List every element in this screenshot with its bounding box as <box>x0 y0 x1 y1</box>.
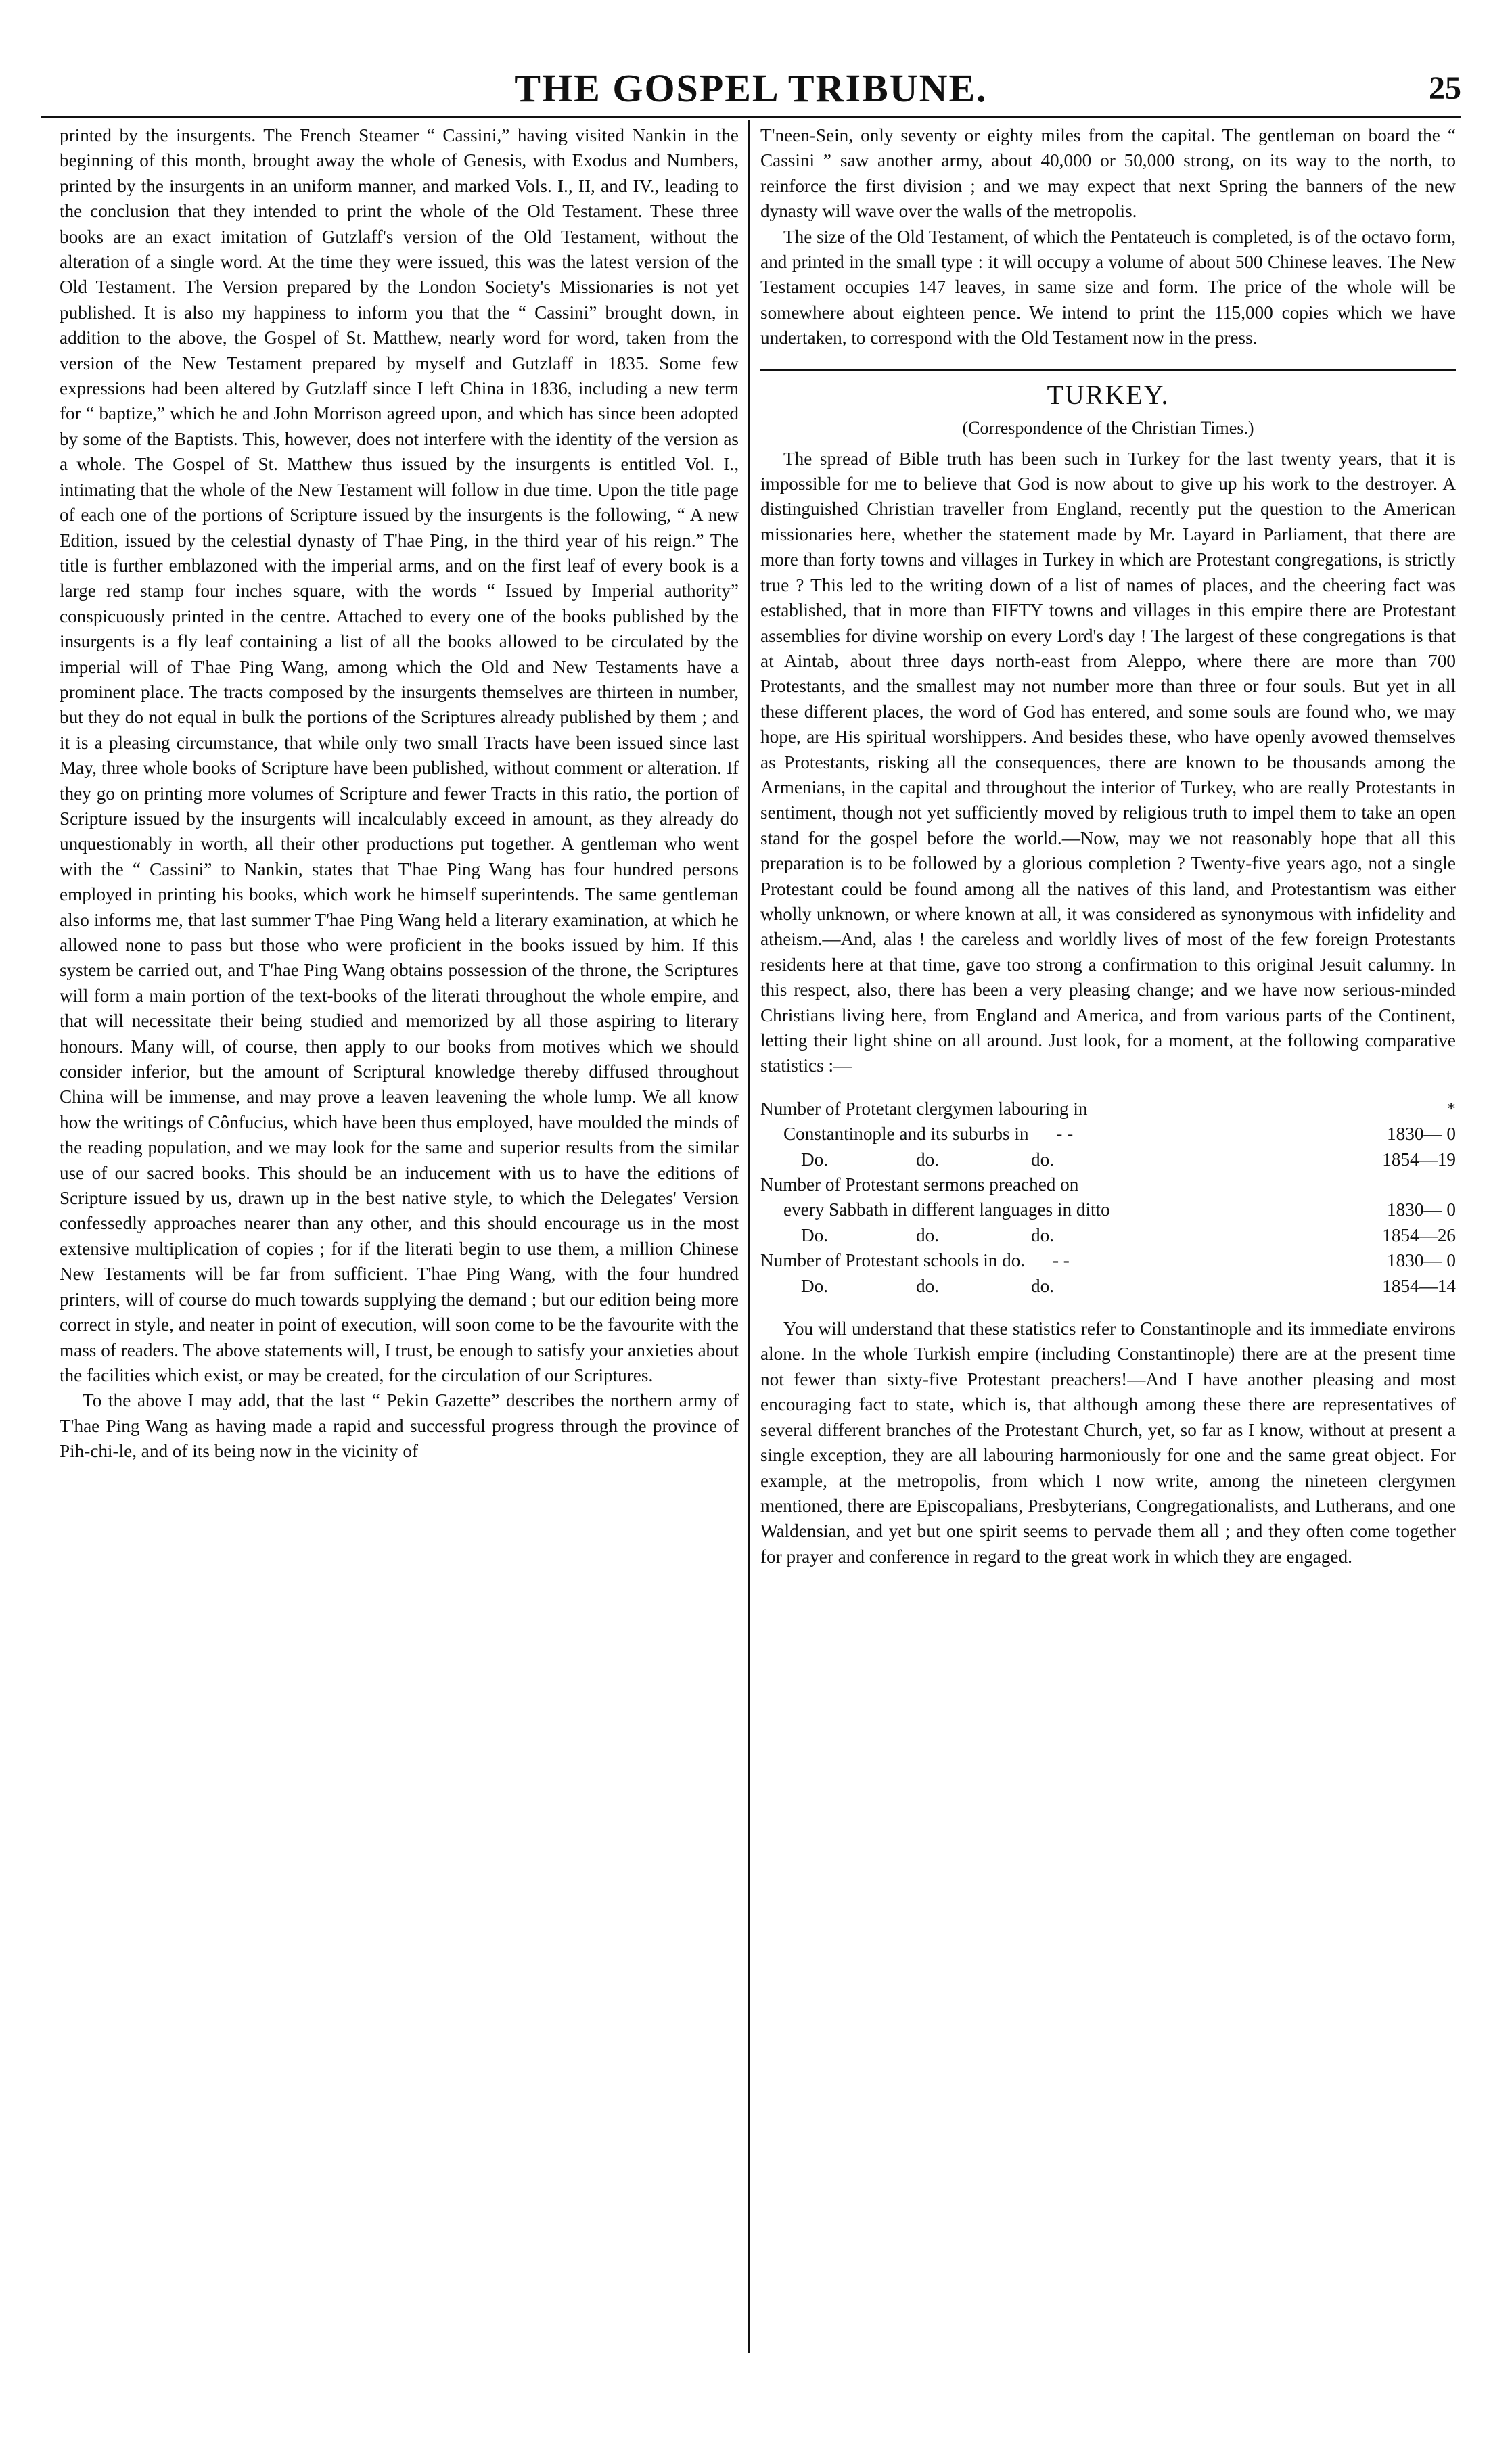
stats-label <box>760 1248 1348 1273</box>
article-paragraph: The size of the Old Testament, of which the Pentateuch is completed, is of the octavo form, and printed in the small type : it will occupy a volume of about 500 Chinese leaves. The New Testament occupies 147 leaves, in same size and form. The price of the whole will be somewhere about eighteen pence. We intend to print the 115,000 copies which we have undertaken, to correspond with the Old Testament now in the press. <box>760 226 1456 348</box>
stats-row <box>760 1223 1456 1248</box>
statistics-table <box>760 1097 1456 1299</box>
stats-ditto: do. <box>916 1224 939 1245</box>
stats-value: 1854—26 <box>1382 1224 1456 1245</box>
stats-label: Number of Protestant sermons preached on <box>760 1174 1079 1195</box>
stats-ditto: Do. <box>801 1224 829 1245</box>
stats-label: Number of Protetant clergymen labouring in <box>760 1098 1088 1119</box>
right-column <box>760 123 1456 1569</box>
column-divider <box>748 120 750 2353</box>
stats-row <box>760 1122 1456 1147</box>
page-header <box>41 62 1461 115</box>
stats-row <box>760 1248 1456 1273</box>
stats-label: every Sabbath in different languages in ditto <box>783 1199 1110 1220</box>
section-divider <box>760 369 1456 371</box>
stats-label-text: Constantinople and its suburbs in <box>783 1124 1029 1145</box>
stats-label <box>760 1147 1348 1172</box>
publication-title: THE GOSPEL TRIBUNE. <box>514 66 988 110</box>
stats-value: 1830— 0 <box>1387 1250 1456 1271</box>
article-paragraph: The spread of Bible truth has been such in Turkey for the last twenty years, that it is impossible for me to believe that God is now about to give up his work to the destroyer. A distinguished Christian traveller from England, recently put the question to the American missionaries here, whether the statement made by Mr. Layard in Parliament, that there are more than forty towns and villages in Turkey in which are Protestant congregations, is strictly true ? This led to the writing down of a list of names of places, and the cheering fact was established, that in more than FIFTY towns and villages in this empire there are Protestant assemblies for divine worship on every Lord's day ! The largest of these congregations is that at Aintab, about three days north-east from Aleppo, where there are more than 700 Protestants, and the smallest may not number more than three or four souls. But yet in all these different places, the word of God has entered, and some souls are found who, we may hope, are His spiritual worshippers. And besides these, who have openly avowed themselves as Protestants, risking all the consequences, there are known to be thousands among the Armenians, in the capital and throughout the interior of Turkey, who are really Protestants in sentiment, though not yet sufficiently moved by religious truth to impel them to take an open stand for the gospel before the world.—Now, may we not reasonably hope that all this preparation is to be followed by a glorious completion ? Twenty-five years ago, not a single Protestant could be found among all the natives of this land, and Protestantism was either wholly unknown, or where known at all, it was considered as synonymous with infidelity and atheism.—And, alas ! the careless and worldly lives of most of the few foreign Protestants residents here at that time, gave too strong a confirmation to this original Jesuit calumny. In this respect, also, there has been a very pleasing change; and we have now serious-minded Christians living here, from England and America, and from various parts of the Continent, letting their light shine on all around. Just look, for a moment, at the following comparative statistics :— <box>760 448 1456 1076</box>
stats-value: 1830— 0 <box>1387 1124 1456 1145</box>
article-paragraph: printed by the insurgents. The French Steamer “ Cassini,” having visited Nankin in the beginning of this month, brought away the whole of Genesis, with Exodus and Numbers, printed by the insurgents in an uniform manner, and marked Vols. I., II, and IV., leading to the conclusion that they intended to print the whole of the Old Testament. These three books are an exact imitation of Gutzlaff's version of the Old Testament, without the alteration of a single word. At the time they were issued, this was the latest version of the Old Testament. The Version prepared by the London Society's Missionaries is not yet published. It is also my happiness to inform you that the “ Cassini” brought down, in addition to the above, the Gospel of St. Matthew, nearly word for word, taken from the version of the New Testament prepared by myself and Gutzlaff in 1835. Some few expressions had been altered by Gutzlaff since I left China in 1836, including a new term for “ baptize,” which he and John Morrison agreed upon, and which has since been adopted by some of the Baptists. This, however, does not interfere with the identity of the version as a whole. The Gospel of St. Matthew thus issued by the insurgents is entitled Vol. I., intimating that the whole of the New Testament will follow in due time. Upon the title page of each one of the portions of Scripture issued by the insurgents is the following, “ A new Edition, issued by the celestial dynasty of T'hae Ping, in the third year of his reign.” The title is further emblazoned with the imperial arms, and on the first leaf of every book is a large red stamp four inches square, with the words “ Issued by Imperial authority” conspicuously printed in the centre. Attached to every one of the books published by the insurgents is a fly leaf containing a list of all the books allowed to be circulated by the imperial will of T'hae Ping Wang, among which the Old and New Testaments have a prominent place. The tracts composed by the insurgents themselves are thirteen in number, but they do not equal in bulk the portions of the Scriptures already published by them ; and it is a pleasing circumstance, that while only two small Tracts have been issued since last May, three whole books of Scripture have been published, without comment or alteration. If they go on printing more volumes of Scripture and fewer Tracts in this ratio, the portion of Scripture issued by the insurgents will incalculably exceed in amount, as they already do unquestionably in worth, all their other productions put together. A gentleman who went with the “ Cassini” to Nankin, states that T'hae Ping Wang has four hundred persons employed in printing his books, which work he himself superintends. The same gentleman also informs me, that last summer T'hae Ping Wang held a literary examination, at which he allowed none to pass but those who were proficient in the books issued by him. If this system be carried out, and T'hae Ping Wang obtains possession of the throne, the Scriptures will form a main portion of the text-books of the literati throughout the whole empire, and that will necessitate their being studied and memorized by all those aspiring to literary honours. Many will, of course, then apply to our books from motives which we should consider inferior, but the amount of Scriptural knowledge thereby diffused throughout China will be immense, and may prove a leaven leavening the whole lump. We all know how the writings of Cônfucius, which have been thus employed, have moulded the minds of the reading population, and we may look for the same and superior results from the similar use of our sacred books. This should be an inducement with us to have the editions of Scripture issued by us, drawn up in the best native style, to which the Delegates' Version confessedly approaches nearer than any other, and this should encourage us in the most extensive multiplication of copies ; for if the literati begin to use them, a million Chinese New Testaments will be far from sufficient. T'hae Ping Wang, with the four hundred printers, will of course do much towards supplying the demand ; but our edition being more correct in style, and neater in point of execution, will soon come to be the favourite with the mass of readers. The above statements will, I trust, be enough to satisfy your anxieties about the facilities which exist, or may be created, for the circulation of our Scriptures. <box>60 125 739 1385</box>
article-paragraph: T'neen-Sein, only seventy or eighty miles from the capital. The gentleman on board the “ Cassini ” saw another army, about 40,000 or 50,000 strong, on its way to the north, to reinforce the first division ; and we may expect that next Spring the banners of the new dynasty will wave over the walls of the metropolis. <box>760 125 1456 222</box>
left-column <box>60 123 739 1465</box>
header-rule <box>41 116 1461 118</box>
stats-row <box>760 1274 1456 1299</box>
section-subtitle: (Correspondence of the Christian Times.) <box>962 417 1254 438</box>
stats-ditto: do. <box>1031 1149 1054 1170</box>
stats-value: 1854—19 <box>1382 1149 1456 1170</box>
stats-ditto: do. <box>916 1149 939 1170</box>
stats-row <box>760 1197 1456 1222</box>
stats-dashes: - - <box>1052 1250 1070 1271</box>
stats-dashes: - - <box>1056 1124 1074 1145</box>
stats-row <box>760 1172 1456 1197</box>
stats-label <box>760 1122 1348 1147</box>
stats-ditto: do. <box>916 1275 939 1296</box>
stats-ditto: do. <box>1031 1224 1054 1245</box>
page-number: 25 <box>1429 70 1461 106</box>
article-paragraph: You will understand that these statistics refer to Constantinople and its immediate environs alone. In the whole Turkish empire (including Constantinople) there are at the present time not fewer than sixty-five Protestant preachers!—And I have another pleasing and most encouraging fact to state, which is, that although among these there are representatives of several different branches of the Protestant Church, yet, so far as I know, without at present a single exception, they are all labouring harmoniously for one and the same great object. For example, at the metropolis, from which I now write, among the nineteen clergymen mentioned, there are Episcopalians, Presbyterians, Congregationalists, and Lutherans, and one Waldensian, and yet but one spirit seems to pervade them all ; and they often come together for prayer and conference in regard to the great work in which they are engaged. <box>760 1318 1456 1567</box>
stats-row <box>760 1147 1456 1172</box>
article-paragraph: To the above I may add, that the last “ Pekin Gazette” describes the northern army of T'hae Ping Wang as having made a rapid and successful progress through the province of Pih-chi-le, and of its being now in the vicinity of <box>60 1390 739 1462</box>
stats-mark: * <box>1446 1098 1456 1119</box>
stats-ditto: do. <box>1031 1275 1054 1296</box>
stats-row <box>760 1097 1456 1122</box>
stats-value: 1830— 0 <box>1387 1199 1456 1220</box>
stats-label-text: Number of Protestant schools in do. <box>760 1250 1026 1271</box>
stats-ditto: Do. <box>801 1149 829 1170</box>
stats-label <box>760 1274 1348 1299</box>
stats-value: 1854—14 <box>1382 1275 1456 1296</box>
stats-ditto: Do. <box>801 1275 829 1296</box>
section-title-turkey: TURKEY. <box>1047 379 1170 410</box>
stats-label <box>760 1223 1348 1248</box>
